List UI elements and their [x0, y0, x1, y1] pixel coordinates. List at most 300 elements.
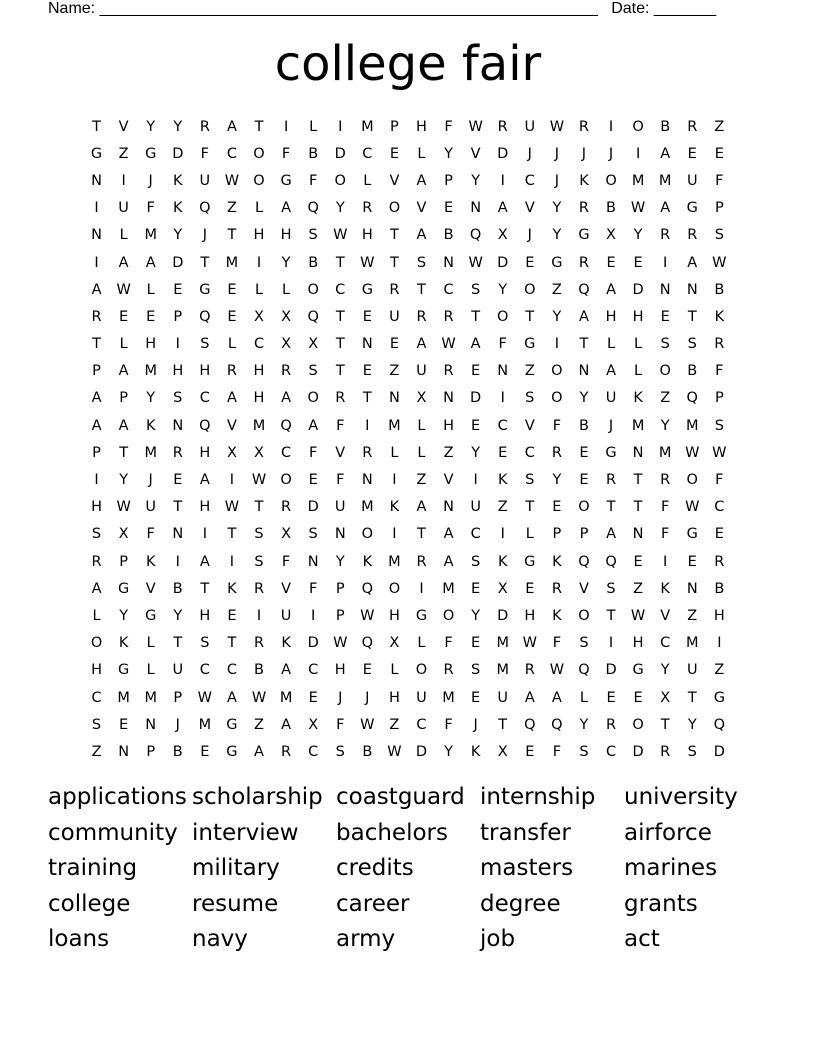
grid-letter: A: [551, 689, 562, 706]
grid-letter: I: [663, 254, 668, 271]
grid-letter: B: [172, 580, 183, 597]
grid-letter: S: [606, 580, 616, 597]
grid-letter: E: [173, 472, 183, 489]
grid-letter: A: [606, 363, 616, 380]
grid-letter: V: [443, 472, 454, 489]
grid-letter: T: [525, 308, 535, 325]
grid-letter: N: [172, 526, 184, 543]
grid-letter: S: [525, 390, 535, 407]
grid-letter: C: [714, 499, 725, 516]
grid-letter: I: [554, 336, 559, 353]
grid-letter: S: [308, 227, 318, 244]
grid-letter: Q: [199, 200, 211, 217]
grid-letter: E: [308, 689, 318, 706]
grid-letter: Y: [552, 200, 562, 217]
grid-letter: S: [579, 743, 589, 760]
grid-letter: V: [389, 172, 400, 189]
grid-letter: I: [283, 118, 289, 135]
word-list-item: marines: [624, 855, 718, 881]
grid-letter: C: [416, 716, 427, 733]
grid-letter: Y: [146, 390, 156, 407]
grid-letter: Q: [524, 716, 536, 733]
word-list-item: loans: [48, 926, 110, 952]
grid-letter: T: [227, 227, 237, 244]
grid-letter: M: [198, 716, 212, 733]
grid-letter: U: [686, 172, 698, 189]
grid-letter: R: [660, 227, 671, 244]
grid-letter: A: [226, 390, 237, 407]
grid-letter: T: [633, 472, 643, 489]
grid-letter: W: [630, 607, 646, 624]
grid-letter: O: [253, 172, 265, 189]
grid-letter: X: [497, 743, 508, 760]
grid-letter: A: [443, 526, 454, 543]
grid-row: [83, 276, 733, 303]
grid-letter: N: [91, 172, 102, 189]
grid-letter: P: [119, 553, 128, 570]
grid-letter: A: [281, 390, 292, 407]
grid-letter: T: [417, 281, 426, 298]
grid-letter: W: [522, 635, 537, 652]
grid-letter: Q: [280, 417, 292, 434]
grid-letter: W: [468, 254, 483, 271]
grid-letter: A: [91, 281, 102, 298]
grid-row: [83, 385, 733, 412]
grid-letter: R: [605, 472, 617, 489]
grid-letter: L: [606, 336, 616, 353]
grid-letter: Z: [443, 444, 454, 461]
grid-letter: X: [497, 580, 508, 597]
grid-letter: L: [417, 145, 426, 162]
grid-letter: K: [497, 472, 508, 489]
grid-letter: N: [686, 580, 698, 597]
grid-letter: S: [579, 635, 589, 652]
grid-letter: L: [146, 281, 155, 298]
grid-letter: H: [199, 607, 211, 624]
grid-letter: S: [91, 716, 102, 733]
grid-letter: F: [308, 580, 318, 597]
grid-letter: W: [116, 499, 131, 516]
grid-letter: W: [549, 118, 565, 135]
grid-letter: W: [224, 499, 240, 516]
grid-letter: O: [442, 607, 455, 624]
grid-letter: K: [389, 499, 400, 516]
grid-letter: U: [524, 118, 536, 135]
grid-letter: Z: [497, 499, 508, 516]
grid-letter: B: [714, 281, 725, 298]
word-list-item: college: [48, 890, 131, 917]
grid-row: [83, 548, 733, 575]
grid-letter: L: [390, 444, 399, 461]
grid-letter: S: [200, 336, 210, 353]
grid-letter: R: [199, 118, 210, 135]
grid-letter: I: [121, 172, 126, 189]
grid-letter: C: [308, 743, 319, 760]
grid-letter: L: [119, 336, 128, 353]
grid-letter: Y: [471, 607, 481, 624]
grid-row: [83, 331, 733, 358]
grid-letter: I: [717, 635, 722, 652]
grid-letter: D: [470, 390, 482, 407]
grid-letter: G: [145, 607, 157, 624]
grid-letter: G: [415, 607, 428, 624]
grid-letter: U: [172, 662, 184, 679]
grid-letter: W: [116, 281, 131, 298]
grid-letter: E: [443, 200, 454, 217]
grid-row: [83, 738, 733, 765]
grid-letter: T: [417, 526, 426, 543]
grid-letter: L: [282, 281, 291, 298]
grid-letter: S: [91, 526, 102, 543]
grid-letter: T: [173, 499, 183, 516]
grid-letter: I: [608, 118, 614, 135]
grid-letter: L: [417, 444, 426, 461]
grid-letter: W: [630, 200, 646, 217]
grid-letter: O: [686, 472, 698, 489]
grid-letter: N: [497, 363, 509, 380]
grid-letter: S: [335, 743, 345, 760]
grid-letter: B: [578, 417, 589, 434]
grid-letter: B: [687, 363, 698, 380]
grid-letter: C: [443, 281, 454, 298]
grid-letter: L: [634, 336, 643, 353]
grid-letter: B: [660, 118, 671, 135]
grid-letter: H: [605, 308, 617, 325]
grid-letter: H: [253, 227, 265, 244]
grid-letter: B: [254, 662, 264, 679]
grid-letter: C: [199, 662, 210, 679]
grid-letter: H: [91, 499, 102, 516]
grid-letter: D: [497, 254, 509, 271]
grid-letter: U: [416, 689, 427, 706]
grid-letter: K: [660, 580, 670, 597]
grid-letter: T: [606, 607, 616, 624]
word-list-item: training: [48, 855, 138, 881]
grid-letter: U: [686, 662, 698, 679]
grid-letter: X: [281, 336, 292, 353]
word-list-item: degree: [480, 890, 561, 917]
grid-letter: O: [578, 607, 590, 624]
grid-letter: D: [632, 743, 644, 760]
grid-letter: S: [200, 635, 210, 652]
grid-letter: M: [658, 444, 672, 461]
grid-letter: O: [659, 363, 671, 380]
grid-letter: S: [254, 526, 264, 543]
grid-letter: U: [416, 363, 427, 380]
grid-letter: J: [527, 227, 532, 244]
grid-letter: E: [227, 308, 237, 325]
grid-letter: R: [281, 743, 292, 760]
grid-letter: W: [549, 662, 565, 679]
grid-letter: M: [388, 417, 401, 434]
grid-letter: R: [687, 227, 698, 244]
grid-letter: Q: [361, 580, 374, 597]
grid-letter: N: [686, 281, 698, 298]
grid-letter: P: [173, 308, 183, 325]
grid-letter: R: [687, 118, 698, 135]
grid-letter: R: [443, 308, 454, 325]
grid-letter: W: [441, 336, 456, 353]
grid-letter: E: [362, 363, 372, 380]
grid-letter: G: [226, 743, 238, 760]
grid-letter: E: [525, 254, 535, 271]
grid-letter: W: [685, 444, 700, 461]
grid-letter: G: [524, 336, 536, 353]
grid-letter: E: [227, 281, 237, 298]
grid-letter: C: [470, 526, 481, 543]
grid-letter: Y: [335, 553, 345, 570]
word-list-item: transfer: [480, 819, 571, 846]
grid-letter: A: [308, 417, 319, 434]
word-list-item: masters: [480, 855, 574, 881]
grid-letter: B: [308, 254, 319, 271]
grid-letter: M: [361, 499, 374, 516]
grid-letter: Y: [471, 172, 481, 189]
grid-letter: V: [470, 145, 481, 162]
name-date-line: Name: ________________________________________________________ Date: _______: [48, 0, 717, 17]
grid-row: [83, 684, 733, 711]
grid-letter: R: [443, 662, 454, 679]
word-list-item: university: [624, 784, 738, 810]
grid-letter: T: [227, 635, 237, 652]
grid-letter: A: [281, 662, 292, 679]
grid-letter: W: [712, 444, 727, 461]
grid-letter: F: [715, 172, 724, 189]
grid-row: [83, 439, 733, 466]
grid-letter: R: [443, 363, 454, 380]
grid-letter: C: [660, 635, 671, 652]
grid-letter: C: [497, 417, 508, 434]
grid-letter: D: [307, 635, 319, 652]
grid-letter: F: [715, 363, 724, 380]
grid-letter: R: [416, 553, 427, 570]
grid-letter: V: [660, 607, 671, 624]
grid-row: [83, 657, 733, 684]
grid-letter: G: [686, 200, 698, 217]
grid-letter: H: [199, 444, 211, 461]
grid-letter: X: [497, 227, 508, 244]
grid-letter: R: [578, 200, 589, 217]
grid-letter: T: [227, 526, 237, 543]
grid-letter: Y: [173, 118, 183, 135]
grid-letter: C: [605, 743, 617, 760]
grid-letter: H: [172, 363, 184, 380]
grid-letter: A: [91, 390, 102, 407]
grid-letter: J: [554, 172, 559, 189]
grid-letter: G: [117, 662, 130, 679]
word-list-item: airforce: [624, 819, 712, 846]
grid-letter: S: [525, 472, 535, 489]
grid-letter: W: [387, 743, 402, 760]
grid-letter: B: [172, 743, 183, 760]
grid-letter: Y: [444, 743, 453, 760]
word-list-item: bachelors: [336, 819, 448, 846]
grid-letter: Z: [660, 390, 671, 407]
grid-letter: Z: [226, 200, 237, 217]
grid-letter: Z: [254, 716, 264, 733]
grid-letter: T: [687, 689, 697, 706]
grid-letter: M: [361, 118, 374, 135]
grid-letter: U: [605, 390, 617, 407]
grid-letter: I: [256, 254, 262, 271]
grid-letter: E: [687, 553, 697, 570]
grid-letter: B: [362, 743, 373, 760]
grid-letter: D: [172, 145, 184, 162]
grid-letter: L: [309, 118, 318, 135]
grid-letter: C: [91, 689, 102, 706]
grid-letter: W: [712, 254, 727, 271]
grid-letter: J: [527, 145, 532, 162]
grid-letter: H: [632, 308, 644, 325]
grid-letter: A: [524, 689, 535, 706]
grid-letter: K: [145, 417, 156, 434]
grid-letter: D: [497, 145, 509, 162]
grid-letter: M: [252, 417, 266, 434]
grid-letter: A: [660, 200, 671, 217]
grid-letter: Y: [552, 227, 562, 244]
grid-letter: P: [714, 390, 724, 407]
grid-letter: J: [473, 716, 478, 733]
grid-letter: R: [91, 308, 102, 325]
grid-letter: A: [416, 336, 427, 353]
grid-row: [83, 195, 733, 222]
grid-letter: M: [442, 580, 455, 597]
grid-letter: E: [525, 580, 535, 597]
grid-letter: F: [552, 743, 562, 760]
grid-letter: H: [91, 662, 102, 679]
grid-letter: M: [686, 635, 699, 652]
grid-letter: I: [338, 118, 343, 135]
grid-letter: N: [470, 200, 482, 217]
grid-letter: R: [660, 743, 671, 760]
grid-letter: A: [118, 254, 129, 271]
grid-letter: V: [226, 417, 237, 434]
grid-letter: O: [415, 662, 428, 679]
grid-letter: A: [470, 336, 481, 353]
grid-letter: U: [280, 607, 292, 624]
grid-letter: H: [199, 499, 211, 516]
grid-letter: I: [663, 553, 668, 570]
grid-letter: E: [714, 526, 724, 543]
grid-letter: J: [175, 716, 180, 733]
grid-letter: R: [578, 254, 589, 271]
grid-letter: A: [226, 118, 237, 135]
word-list-item: navy: [192, 926, 248, 952]
grid-letter: T: [335, 254, 345, 271]
grid-letter: X: [660, 689, 671, 706]
grid-letter: M: [225, 254, 239, 271]
grid-letter: Y: [579, 390, 589, 407]
grid-letter: A: [416, 227, 427, 244]
grid-letter: E: [498, 444, 508, 461]
grid-letter: V: [524, 200, 535, 217]
grid-letter: D: [172, 254, 184, 271]
grid-letter: O: [90, 635, 103, 652]
grid-letter: K: [497, 553, 508, 570]
grid-letter: G: [632, 662, 644, 679]
letter-grid: [83, 113, 733, 766]
grid-letter: I: [175, 553, 180, 570]
grid-letter: S: [308, 526, 318, 543]
grid-letter: E: [146, 308, 156, 325]
grid-letter: A: [416, 499, 427, 516]
grid-letter: T: [525, 499, 535, 516]
grid-letter: I: [94, 200, 99, 217]
grid-letter: Z: [389, 363, 400, 380]
grid-letter: Y: [119, 472, 129, 489]
grid-letter: T: [335, 363, 345, 380]
grid-letter: S: [714, 227, 724, 244]
grid-letter: H: [443, 417, 454, 434]
grid-letter: K: [714, 308, 725, 325]
grid-letter: O: [307, 281, 319, 298]
grid-letter: J: [202, 227, 207, 244]
grid-letter: V: [118, 118, 129, 135]
grid-letter: D: [334, 145, 346, 162]
grid-letter: V: [335, 444, 346, 461]
grid-letter: O: [253, 145, 265, 162]
grid-row: [83, 222, 733, 249]
grid-letter: U: [334, 499, 346, 516]
grid-letter: R: [172, 444, 183, 461]
grid-letter: N: [307, 553, 319, 570]
grid-letter: E: [389, 145, 399, 162]
grid-letter: H: [632, 635, 644, 652]
grid-letter: X: [254, 444, 264, 461]
grid-letter: Q: [199, 417, 211, 434]
grid-letter: I: [392, 526, 397, 543]
grid-letter: R: [281, 363, 292, 380]
grid-letter: C: [253, 336, 265, 353]
grid-letter: K: [173, 200, 183, 217]
grid-letter: R: [578, 118, 589, 135]
grid-letter: C: [308, 662, 319, 679]
word-list-item: act: [624, 926, 660, 952]
grid-letter: L: [119, 227, 128, 244]
grid-letter: Y: [660, 662, 670, 679]
grid-letter: A: [416, 172, 427, 189]
grid-letter: B: [606, 200, 616, 217]
grid-letter: K: [579, 172, 589, 189]
grid-letter: V: [416, 200, 427, 217]
grid-letter: Y: [173, 227, 183, 244]
grid-letter: E: [119, 308, 129, 325]
grid-letter: H: [145, 336, 157, 353]
grid-letter: W: [224, 172, 240, 189]
grid-letter: M: [279, 689, 293, 706]
grid-letter: Y: [552, 472, 562, 489]
grid-row: [83, 575, 733, 602]
grid-letter: N: [443, 254, 454, 271]
grid-letter: D: [307, 499, 319, 516]
grid-letter: R: [281, 499, 292, 516]
grid-letter: L: [634, 363, 643, 380]
grid-letter: I: [256, 607, 262, 624]
grid-letter: Z: [714, 118, 725, 135]
grid-letter: P: [714, 200, 724, 217]
grid-letter: A: [687, 254, 698, 271]
grid-letter: Y: [119, 607, 129, 624]
word-list-item: resume: [192, 890, 279, 917]
grid-letter: G: [117, 580, 130, 597]
grid-letter: A: [118, 363, 129, 380]
word-list-item: military: [192, 855, 280, 881]
grid-letter: S: [173, 390, 183, 407]
grid-letter: Z: [524, 363, 535, 380]
grid-letter: W: [251, 689, 267, 706]
grid-letter: R: [253, 580, 265, 597]
grid-letter: T: [335, 308, 345, 325]
